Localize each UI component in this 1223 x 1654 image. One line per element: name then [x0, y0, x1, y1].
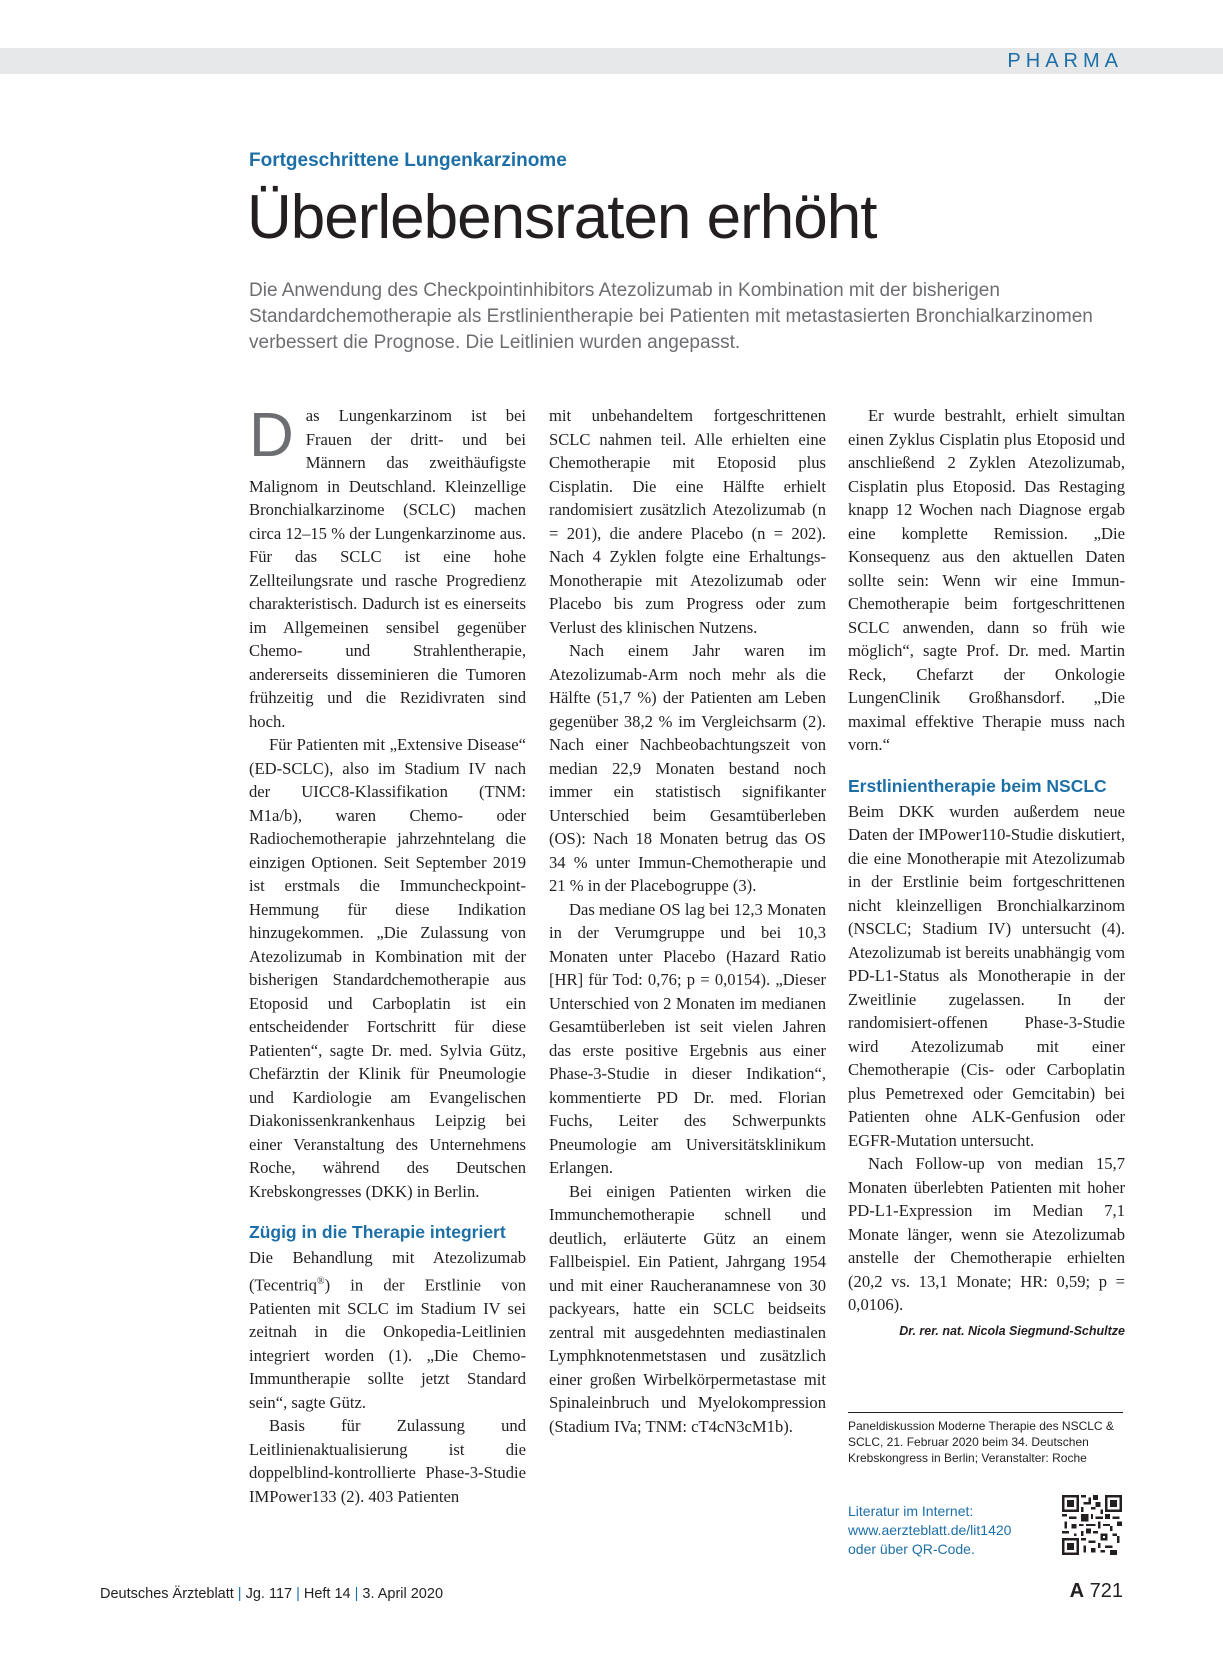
article-title: Überlebensraten erhöht — [247, 183, 877, 252]
page-number — [1070, 1580, 1123, 1603]
article-kicker: Fortgeschrittene Lungenkarzinome — [249, 150, 567, 171]
author-byline: Dr. rer. nat. Nicola Siegmund-Schultze — [899, 1323, 1125, 1338]
paragraph — [249, 401, 526, 733]
footer-separator: | — [237, 1586, 242, 1602]
paragraph-text: ) in der Erstlinie von Patienten mit SCLC im Stadium IV sei zeitnah in die Onkopedia-Leitlinien integriert worden (1). „Die Chemo-Immuntherapie sollte jetzt Standard sein“, sagte Gütz. — [249, 1275, 526, 1412]
footer-separator: | — [296, 1586, 300, 1602]
qr-code-icon[interactable] — [1062, 1495, 1122, 1555]
text-column-1 — [249, 401, 526, 1508]
paragraph: Bei einigen Patienten wirken die Immunchemotherapie schnell und deutlich, erläuterte Gütz an einem Fallbeispiel. Ein Patient, Jahrgang 1954 und mit einer Raucheranamnese von 30 packyears, hatte ein SCLC beidseits zentral mit ausgedehnten mediastinalen Lymphknotenmetstasen und zusätzlich einer großen Wirbelkörpermetastase mit Spinaleinbruch und Myelokompression (Stadium IVa; TNM: cT4cN3cM1b). — [549, 1181, 826, 1436]
journal-volume: Jg. 117 — [245, 1586, 293, 1602]
page-prefix: A — [1069, 1580, 1085, 1602]
section-label: PHARMA — [1007, 50, 1123, 72]
paragraph: Nach Follow-up von median 15,7 Monaten überlebten Patienten mit hoher PD-L1-Expression im Median 7,1 Monate länger, wenn sie Atezolizumab anstelle der Chemotherapie erhielten (20,2 vs. 13,1 Monate; HR: 0,59; p = 0,0106). — [848, 1154, 1125, 1314]
literature-box — [848, 1502, 1011, 1559]
drop-cap: D — [249, 401, 294, 470]
paragraph: Für Patienten mit „Extensive Disease“ (ED-SCLC), also im Stadium IV nach der UICC8-Klassifikation (TNM: M1a/b), waren Chemo- oder Radiochemotherapie jahrzehntelang die einzigen Optionen. Seit September 2019 ist erstmals die Immuncheckpoint-Hemmung für diese Indikation hinzugekommen. „Die Zulassung von Atezolizumab in Kombination mit der bisherigen Standardchemotherapie aus Etoposid und Carboplatin ist ein entscheidender Fortschritt für diese Patienten“, sagte Dr. med. Sylvia Gütz, Chefärztin der Klinik für Pneumologie und Kardiologie am Evangelischen Diakonissenkrankenhaus Leipzig bei einer Veranstaltung des Unternehmens Roche, während des Deutschen Krebskongresses (DKK) in Berlin. — [249, 735, 526, 1201]
literature-link[interactable]: www.aerzteblatt.de/lit1420 — [848, 1522, 1012, 1538]
footer-separator: | — [354, 1586, 359, 1602]
paragraph: Nach einem Jahr waren im Atezolizumab-Arm noch mehr als die Hälfte (51,7 %) der Patienten am Leben gegenüber 38,2 % im Vergleichsarm (2). Nach einer Nachbeobachtungszeit von median 22,9 Monaten bestand noch immer ein statistisch signifikanter Unterschied beim Gesamtüberleben (OS): Nach 18 Monaten betrug das OS 34 % unter Immun-Chemotherapie und 21 % in der Placebogruppe (3). — [549, 641, 826, 895]
paragraph — [249, 1246, 526, 1414]
subheading: Zügig in die Therapie integriert — [249, 1222, 506, 1242]
paragraph: Beim DKK wurden außerdem neue Daten der IMPower110-Studie diskutiert, die eine Monotherapie mit Atezolizumab in der Erstlinie beim fortgeschrittenen nicht kleinzelligen Bronchialkarzinom (NSCLC; Stadium IV) untersucht (4). Atezolizumab ist bereits unabhängig vom PD-L1-Status als Monotherapie in der Zweitlinie zugelassen. In der randomisiert-offenen Phase-3-Studie wird Atezolizumab mit einer Chemotherapie (Cis- oder Carboplatin plus Pemetrexed oder Gemcitabin) bei Patienten ohne ALK-Genfusion oder EGFR-Mutation untersucht. — [848, 801, 1125, 1150]
paragraph: Basis für Zulassung und Leitlinienaktualisierung ist die doppelblind-kontrollierte Phase-3-Studie IMPower133 (2). 403 Patienten — [249, 1416, 526, 1506]
journal-name: Deutsches Ärzteblatt — [100, 1586, 234, 1602]
page-number-value: 721 — [1089, 1580, 1123, 1602]
subheading: Erstlinientherapie beim NSCLC — [848, 775, 1107, 796]
issue-date: 3. April 2020 — [362, 1586, 444, 1602]
paragraph-text: Die Behandlung mit Atezolizumab (Tecentriq — [249, 1248, 526, 1295]
journal-issue: Heft 14 — [303, 1586, 351, 1602]
footer-citation — [100, 1586, 443, 1602]
paragraph-text: as Lungenkarzinom ist bei Frauen der dritt- und bei Männern das zweithäufigste Malignom in Deutschland. Kleinzellige Bronchialkarzinome (SCLC) machen circa 12–15 % der Lungenkarzinome aus. Für das SCLC ist eine hohe Zellteilungsrate und rasche Progredienz charakteristisch. Dadurch ist es einerseits im Allgemeinen sensibel gegenüber Chemo- und Strahlentherapie, andererseits disseminieren die Tumoren frühzeitig und die Rezidivraten sind hoch. — [249, 406, 526, 731]
literature-qr-hint: oder über QR-Code. — [848, 1541, 975, 1557]
paragraph: mit unbehandeltem fortgeschrittenen SCLC nahmen teil. Alle erhielten eine Chemotherapie mit Etoposid plus Cisplatin. Die eine Hälfte erhielt randomisiert zusätzlich Atezolizumab (n = 201), die andere Placebo (n = 202). Nach 4 Zyklen folgte eine Erhaltungs-Monotherapie mit Atezolizumab oder Placebo bis zum Progress oder zum Verlust des klinischen Nutzens. — [549, 406, 826, 637]
text-column-2 — [549, 404, 826, 1438]
registered-mark: ® — [316, 1275, 325, 1287]
article-lead: Die Anwendung des Checkpointinhibitors Atezolizumab in Kombination mit der bisherigen Standardchemotherapie als Erstlinientherapie bei Patienten mit metastasierten Bronchialkarzinomen verbessert die Prognose. Die Leitlinien wurden angepasst. — [249, 280, 1093, 353]
event-note: Paneldiskussion Moderne Therapie des NSCLC & SCLC, 21. Februar 2020 beim 34. Deutschen Krebskongress in Berlin; Veranstalter: Roche — [848, 1412, 1123, 1466]
paragraph: Er wurde bestrahlt, erhielt simultan einen Zyklus Cisplatin plus Etoposid und anschließend 2 Zyklen Atezolizumab, Cisplatin plus Etoposid. Das Restaging knapp 12 Wochen nach Diagnose ergab eine komplette Remission. „Die Konsequenz aus den aktuellen Daten sollte sein: Wenn wir eine Immun-Chemotherapie beim fortgeschrittenen SCLC anwenden, dann so früh wie möglich“, sagte Prof. Dr. med. Martin Reck, Chefarzt der Onkologie LungenClinik Großhansdorf. „Die maximal effektive Therapie muss nach vorn.“ — [848, 406, 1125, 754]
text-column-3 — [848, 404, 1125, 1343]
literature-label: Literatur im Internet: — [848, 1503, 974, 1519]
paragraph: Das mediane OS lag bei 12,3 Monaten in der Verumgruppe und bei 10,3 Monaten unter Placebo (Hazard Ratio [HR] für Tod: 0,76; p = 0,0154). „Dieser Unterschied von 2 Monaten im medianen Gesamtüberleben ist seit vielen Jahren das erste positive Ergebnis aus einer Phase-3-Studie in dieser Indikation“, kommentierte PD Dr. med. Florian Fuchs, Leiter des Schwerpunkts Pneumologie am Universitätsklinikum Erlangen. — [549, 899, 826, 1177]
